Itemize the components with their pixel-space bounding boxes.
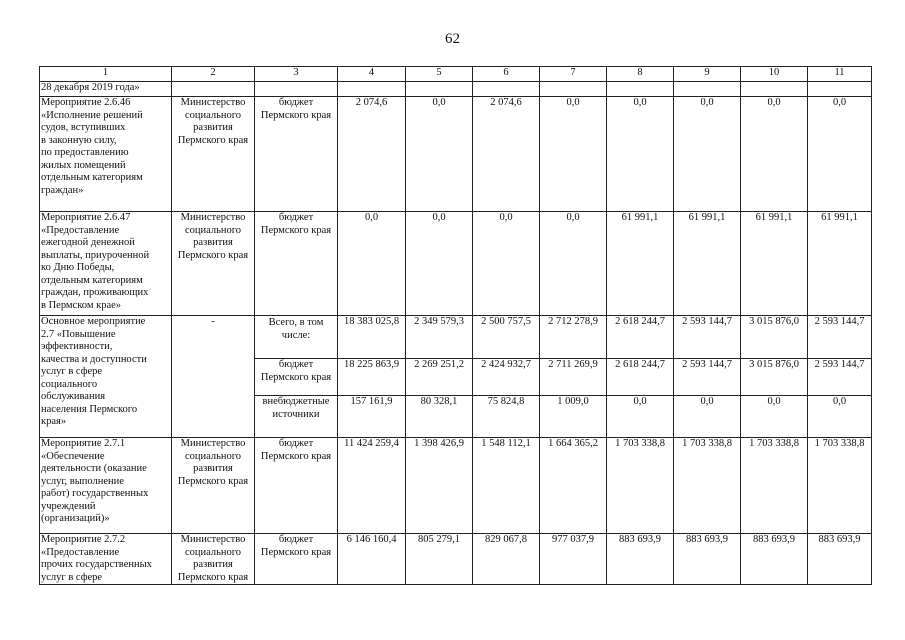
- value-cell: 1 703 338,8: [674, 438, 741, 534]
- column-number: 7: [540, 67, 607, 82]
- value-cell: 80 328,1: [406, 396, 473, 438]
- value-cell: 2 618 244,7: [607, 359, 674, 396]
- value-cell: 61 991,1: [808, 212, 872, 316]
- column-number: 1: [40, 67, 172, 82]
- value-cell: 11 424 259,4: [338, 438, 406, 534]
- column-number: 9: [674, 67, 741, 82]
- value-cell: 0,0: [607, 396, 674, 438]
- column-number: 5: [406, 67, 473, 82]
- measure-name: Основное мероприятие 2.7 «Повышение эффективности, качества и доступности услуг в сфере социального обслуживания населения Пермского края»: [40, 316, 172, 438]
- column-number: 8: [607, 67, 674, 82]
- measure-name: Мероприятие 2.7.2 «Предоставление прочих государственных услуг в сфере: [40, 534, 172, 585]
- value-cell: 2 500 757,5: [473, 316, 540, 359]
- executor-cell: -: [172, 316, 255, 438]
- value-cell: 2 712 278,9: [540, 316, 607, 359]
- value-cell: 883 693,9: [741, 534, 808, 585]
- value-cell: 18 225 863,9: [338, 359, 406, 396]
- value-cell: 157 161,9: [338, 396, 406, 438]
- value-cell: 1 703 338,8: [607, 438, 674, 534]
- value-cell: 0,0: [741, 97, 808, 212]
- value-cell: 2 349 579,3: [406, 316, 473, 359]
- value-cell: 2 593 144,7: [674, 316, 741, 359]
- column-number: 6: [473, 67, 540, 82]
- value-cell: 2 593 144,7: [808, 359, 872, 396]
- executor-cell: Министерство социального развития Пермского края: [172, 212, 255, 316]
- funding-source: бюджет Пермского края: [255, 212, 338, 316]
- value-cell: 0,0: [540, 97, 607, 212]
- value-cell: 2 618 244,7: [607, 316, 674, 359]
- funding-source: бюджет Пермского края: [255, 534, 338, 585]
- value-cell: 0,0: [674, 97, 741, 212]
- funding-source: бюджет Пермского края: [255, 97, 338, 212]
- column-number: 3: [255, 67, 338, 82]
- value-cell: 18 383 025,8: [338, 316, 406, 359]
- value-cell: 61 991,1: [741, 212, 808, 316]
- funding-source: бюджет Пермского края: [255, 359, 338, 396]
- value-cell: 75 824,8: [473, 396, 540, 438]
- value-cell: 883 693,9: [674, 534, 741, 585]
- funding-source: бюджет Пермского края: [255, 438, 338, 534]
- value-cell: 883 693,9: [607, 534, 674, 585]
- table-row: [40, 438, 872, 534]
- table-row: [40, 97, 872, 212]
- value-cell: 0,0: [406, 97, 473, 212]
- executor-cell: Министерство социального развития Пермского края: [172, 97, 255, 212]
- value-cell: 0,0: [674, 396, 741, 438]
- value-cell: 1 009,0: [540, 396, 607, 438]
- value-cell: 3 015 876,0: [741, 359, 808, 396]
- value-cell: 0,0: [607, 97, 674, 212]
- measure-name: Мероприятие 2.6.46 «Исполнение решений судов, вступивших в законную силу, по предоставлению жилых помещений отдельным категориям граждан»: [40, 97, 172, 212]
- value-cell: 805 279,1: [406, 534, 473, 585]
- value-cell: 2 593 144,7: [674, 359, 741, 396]
- value-cell: 2 711 269,9: [540, 359, 607, 396]
- continuation-row: [40, 82, 872, 97]
- continuation-text: 28 декабря 2019 года»: [40, 82, 172, 97]
- value-cell: 1 398 426,9: [406, 438, 473, 534]
- value-cell: 0,0: [741, 396, 808, 438]
- value-cell: 6 146 160,4: [338, 534, 406, 585]
- value-cell: 2 269 251,2: [406, 359, 473, 396]
- column-number: 4: [338, 67, 406, 82]
- value-cell: 0,0: [473, 212, 540, 316]
- value-cell: 1 664 365,2: [540, 438, 607, 534]
- value-cell: 2 424 932,7: [473, 359, 540, 396]
- value-cell: 3 015 876,0: [741, 316, 808, 359]
- value-cell: 61 991,1: [607, 212, 674, 316]
- value-cell: 0,0: [406, 212, 473, 316]
- value-cell: 61 991,1: [674, 212, 741, 316]
- value-cell: 2 593 144,7: [808, 316, 872, 359]
- value-cell: 1 548 112,1: [473, 438, 540, 534]
- value-cell: 829 067,8: [473, 534, 540, 585]
- column-number: 2: [172, 67, 255, 82]
- table-row: [40, 316, 872, 359]
- measure-name: Мероприятие 2.7.1 «Обеспечение деятельности (оказание услуг, выполнение работ) государственных учреждений (организаций)»: [40, 438, 172, 534]
- funding-source: Всего, в том числе:: [255, 316, 338, 359]
- value-cell: 1 703 338,8: [741, 438, 808, 534]
- column-number: 11: [808, 67, 872, 82]
- value-cell: 1 703 338,8: [808, 438, 872, 534]
- budget-table: [39, 66, 872, 585]
- executor-cell: Министерство социального развития Пермского края: [172, 534, 255, 585]
- value-cell: 0,0: [808, 396, 872, 438]
- value-cell: 0,0: [808, 97, 872, 212]
- value-cell: 0,0: [540, 212, 607, 316]
- table-row: [40, 534, 872, 585]
- column-number-row: [40, 67, 872, 82]
- table-row: [40, 212, 872, 316]
- value-cell: 0,0: [338, 212, 406, 316]
- value-cell: 2 074,6: [473, 97, 540, 212]
- value-cell: 883 693,9: [808, 534, 872, 585]
- page-number: 62: [445, 31, 460, 47]
- column-number: 10: [741, 67, 808, 82]
- measure-name: Мероприятие 2.6.47 «Предоставление ежегодной денежной выплаты, приуроченной ко Дню Победы, отдельным категориям граждан, проживающих в Пермском крае»: [40, 212, 172, 316]
- value-cell: 2 074,6: [338, 97, 406, 212]
- funding-source: внебюджетные источники: [255, 396, 338, 438]
- executor-cell: Министерство социального развития Пермского края: [172, 438, 255, 534]
- value-cell: 977 037,9: [540, 534, 607, 585]
